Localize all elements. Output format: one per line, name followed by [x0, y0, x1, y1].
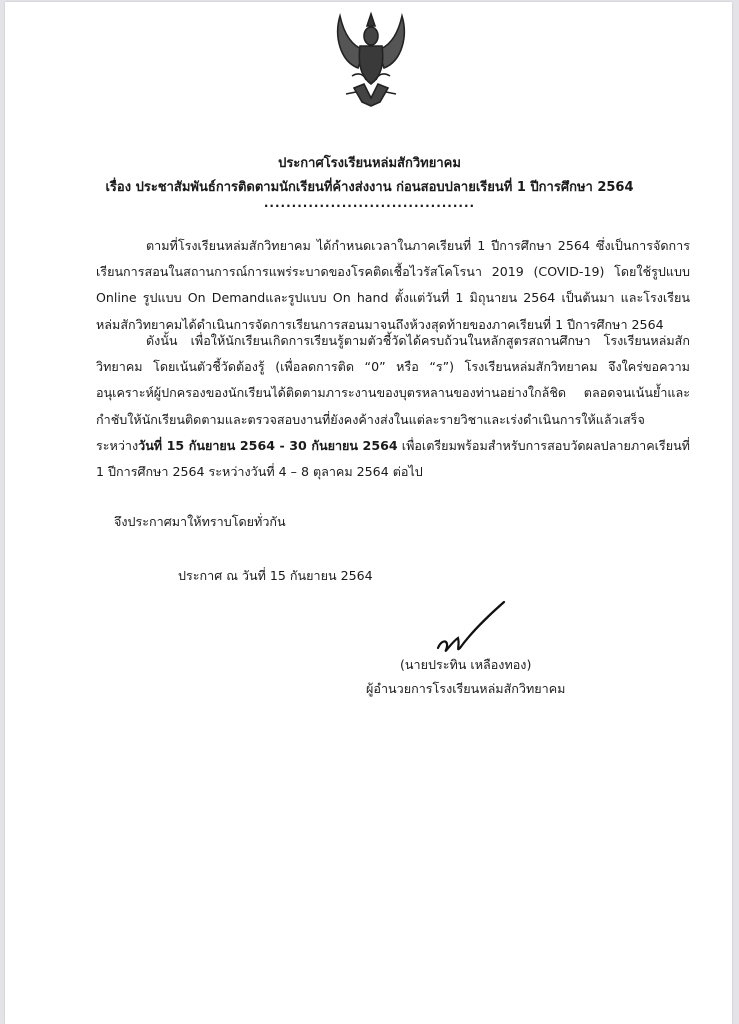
paragraph-1: ตามที่โรงเรียนหล่มสักวิทยาคม ได้กำหนดเวลาในภาคเรียนที่ 1 ปีการศึกษา 2564 ซึ่งเป็นการจัดการเรียนการสอนในสถานการณ์การแพร่ระบาดของโรคติดเชื้อไวรัสโคโรนา 2019 (COVID-19) โดยใช้รูปแบบ Online รูปแบบ On Demandและรูปแบบ On hand ตั้งแต่วันที่ 1 มิถุนายน 2564 เป็นต้นมา และโรงเรียนหล่มสักวิทยาคมได้ดำเนินการจัดการเรียนการสอนมาจนถึงห้วงสุดท้ายของภาคเรียนที่ 1 ปีการศึกษา 2564	[96, 238, 690, 332]
announcement-date: ประกาศ ณ วันที่ 15 กันยายน 2564	[178, 568, 373, 583]
signer-position: ผู้อำนวยการโรงเรียนหล่มสักวิทยาคม	[366, 681, 566, 696]
signer-name: (นายประทิน เหลืองทอง)	[400, 657, 532, 672]
announcement-subject: เรื่อง ประชาสัมพันธ์การติดตามนักเรียนที่ค้างส่งงาน ก่อนสอบปลายเรียนที่ 1 ปีการศึกษา 2564	[105, 180, 634, 195]
deadline-dates: วันที่ 15 กันยายน 2564 - 30 กันยายน 2564	[138, 437, 398, 453]
separator-dots: ......................................	[263, 196, 476, 210]
paragraph-2-tail: เพื่อเตรียมพร้อมสำหรับการสอบวัดผลปลายภาคเรียนที่ 1 ปีการศึกษา 2564 ระหว่างวันที่ 4 – 8 ตุลาคม 2564 ต่อไป	[96, 437, 690, 480]
announcement-title: ประกาศโรงเรียนหล่มสักวิทยาคม	[278, 156, 461, 171]
signature-mark-icon	[430, 598, 510, 658]
paragraph-2-text: ดังนั้น เพื่อให้นักเรียนเกิดการเรียนรู้ตามตัวชี้วัดได้ครบถ้วนในหลักสูตรสถานศึกษา โรงเรียนหล่มสักวิทยาคม โดยเน้นตัวชี้วัดต้องรู้ (เพื่อลดการติด “0” หรือ “ร”) โรงเรียนหล่มสักวิทยาคม จึงใคร่ขอความอนุเคราะห์ผู้ปกครองของนักเรียนได้ติดตามภาระงานของบุตรหลานของท่านอย่างใกล้ชิด ตลอดจนเน้นย้ำและกำชับให้นักเรียนติดตามและตรวจสอบงานที่ยังคงค้างส่งในแต่ละรายวิชาและเร่งดำเนินการให้แล้วเสร็จ ระหว่าง	[96, 333, 690, 453]
paragraph-2	[96, 328, 690, 485]
closing-line: จึงประกาศมาให้ทราบโดยทั่วกัน	[114, 514, 286, 529]
garuda-emblem-icon	[330, 6, 412, 114]
